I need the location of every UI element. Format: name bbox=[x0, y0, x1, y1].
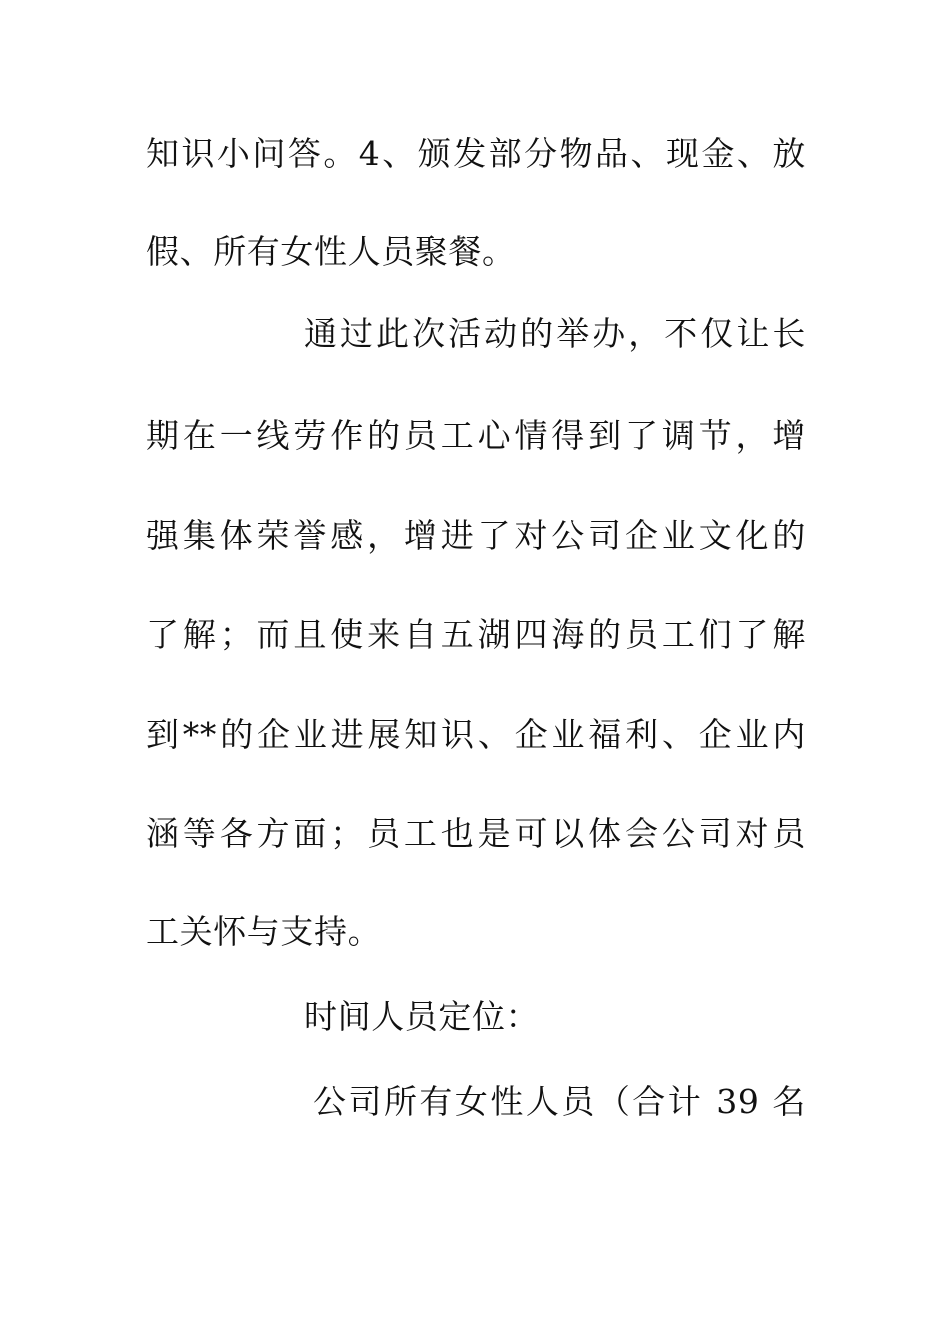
paragraph-line: 通过此次活动的举办，不仅让长 bbox=[304, 314, 806, 353]
paragraph-line: 假、所有女性人员聚餐。 bbox=[146, 232, 516, 271]
paragraph-line: 强集体荣誉感，增进了对公司企业文化的 bbox=[146, 516, 806, 555]
section-heading: 时间人员定位： bbox=[304, 997, 540, 1036]
paragraph-line: 涵等各方面；员工也是可以体会公司对员 bbox=[146, 814, 806, 853]
paragraph-line: 了解；而且使来自五湖四海的员工们了解 bbox=[146, 615, 806, 654]
paragraph-line: 期在一线劳作的员工心情得到了调节，增 bbox=[146, 416, 806, 455]
paragraph-line: 公司所有女性人员（合计 39 名 bbox=[313, 1082, 806, 1121]
paragraph-line: 工关怀与支持。 bbox=[146, 912, 382, 951]
paragraph-line: 知识小问答。4、颁发部分物品、现金、放 bbox=[146, 134, 806, 173]
paragraph-line: 到**的企业进展知识、企业福利、企业内 bbox=[146, 715, 806, 754]
